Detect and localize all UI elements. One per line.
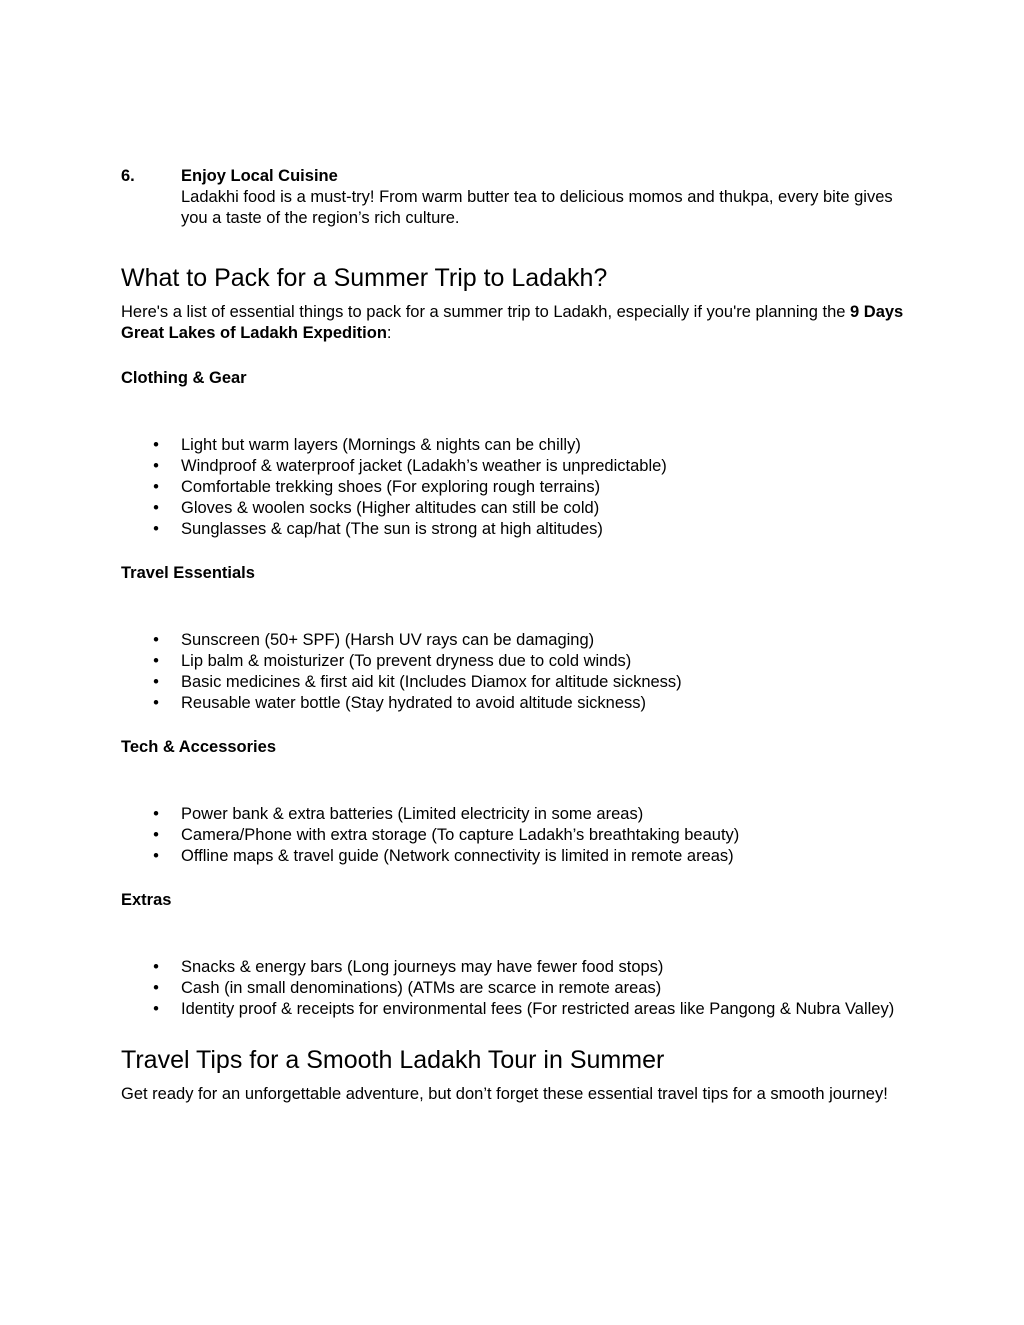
list-item-text: Basic medicines & first aid kit (Includes Diamox for altitude sickness)	[181, 673, 682, 691]
bullet-list	[121, 957, 911, 1020]
intro-punctuation: :	[386, 324, 392, 342]
bullet-list	[121, 630, 911, 714]
expedition-name: 9 Days Great Lakes of Ladakh Expedition	[121, 303, 904, 342]
list-item	[121, 477, 911, 498]
pack-group-tech	[121, 737, 911, 867]
tips-section-heading: Travel Tips for a Smooth Ladakh Tour in Summer	[121, 1046, 665, 1074]
list-item-text: Gloves & woolen socks (Higher altitudes can still be cold)	[181, 499, 600, 517]
list-item-text: Cash (in small denominations) (ATMs are scarce in remote areas)	[181, 979, 662, 997]
tips-section-intro: Get ready for an unforgettable adventure, but don’t forget these essential travel tips for a smooth journey!	[121, 1085, 888, 1103]
list-item-text: Reusable water bottle (Stay hydrated to avoid altitude sickness)	[181, 694, 646, 712]
list-item	[121, 804, 911, 825]
bullet-icon: •	[153, 847, 159, 865]
bullet-icon: •	[153, 1000, 159, 1018]
bullet-icon: •	[153, 652, 159, 670]
pack-group-clothing	[121, 368, 911, 540]
list-item	[121, 456, 911, 477]
list-item-text: Sunscreen (50+ SPF) (Harsh UV rays can be damaging)	[181, 631, 595, 649]
bullet-list	[121, 804, 911, 867]
group-title: Clothing & Gear	[121, 369, 247, 387]
bullet-icon: •	[153, 694, 159, 712]
intro-text: Here's a list of essential things to pack for a summer trip to Ladakh, especially if you're planning the	[121, 303, 851, 321]
list-item	[121, 651, 911, 672]
bullet-icon: •	[153, 979, 159, 997]
pack-section-heading: What to Pack for a Summer Trip to Ladakh?	[121, 264, 608, 292]
bullet-icon: •	[153, 457, 159, 475]
list-item-text: Lip balm & moisturizer (To prevent dryness due to cold winds)	[181, 652, 632, 670]
item-title: Enjoy Local Cuisine	[181, 167, 338, 185]
numbered-item-local-cuisine	[121, 166, 911, 229]
list-item-text: Light but warm layers (Mornings & nights can be chilly)	[181, 436, 581, 454]
group-title: Extras	[121, 891, 172, 909]
list-item-text: Offline maps & travel guide (Network connectivity is limited in remote areas)	[181, 847, 734, 865]
pack-section-intro	[121, 302, 911, 344]
bullet-icon: •	[153, 826, 159, 844]
list-item-text: Sunglasses & cap/hat (The sun is strong at high altitudes)	[181, 520, 603, 538]
list-item-text: Power bank & extra batteries (Limited electricity in some areas)	[181, 805, 644, 823]
bullet-icon: •	[153, 805, 159, 823]
list-item	[121, 693, 911, 714]
bullet-icon: •	[153, 673, 159, 691]
list-item	[121, 630, 911, 651]
bullet-icon: •	[153, 631, 159, 649]
item-body	[181, 166, 911, 229]
document-page	[121, 166, 911, 1105]
item-number: 6.	[121, 167, 135, 185]
list-item	[121, 999, 911, 1020]
bullet-icon: •	[153, 958, 159, 976]
list-item	[121, 498, 911, 519]
list-item-text: Windproof & waterproof jacket (Ladakh’s weather is unpredictable)	[181, 457, 667, 475]
group-title: Tech & Accessories	[121, 738, 276, 756]
list-item	[121, 825, 911, 846]
list-item-text: Snacks & energy bars (Long journeys may have fewer food stops)	[181, 958, 664, 976]
bullet-list	[121, 435, 911, 540]
list-item-text: Comfortable trekking shoes (For exploring rough terrains)	[181, 478, 601, 496]
list-item-text: Camera/Phone with extra storage (To capture Ladakh’s breathtaking beauty)	[181, 826, 740, 844]
list-item-text: Identity proof & receipts for environmental fees (For restricted areas like Pangong & Nubra Valley)	[181, 1000, 895, 1018]
list-item	[121, 672, 911, 693]
list-item	[121, 978, 911, 999]
pack-group-travel-essentials	[121, 563, 911, 714]
bullet-icon: •	[153, 520, 159, 538]
item-text: Ladakhi food is a must-try! From warm butter tea to delicious momos and thukpa, every bite gives you a taste of the region’s rich culture.	[181, 188, 893, 227]
list-item	[121, 846, 911, 867]
bullet-icon: •	[153, 436, 159, 454]
bullet-icon: •	[153, 478, 159, 496]
bullet-icon: •	[153, 499, 159, 517]
list-item	[121, 519, 911, 540]
group-title: Travel Essentials	[121, 564, 255, 582]
list-item	[121, 957, 911, 978]
list-item	[121, 435, 911, 456]
pack-group-extras	[121, 890, 911, 1020]
